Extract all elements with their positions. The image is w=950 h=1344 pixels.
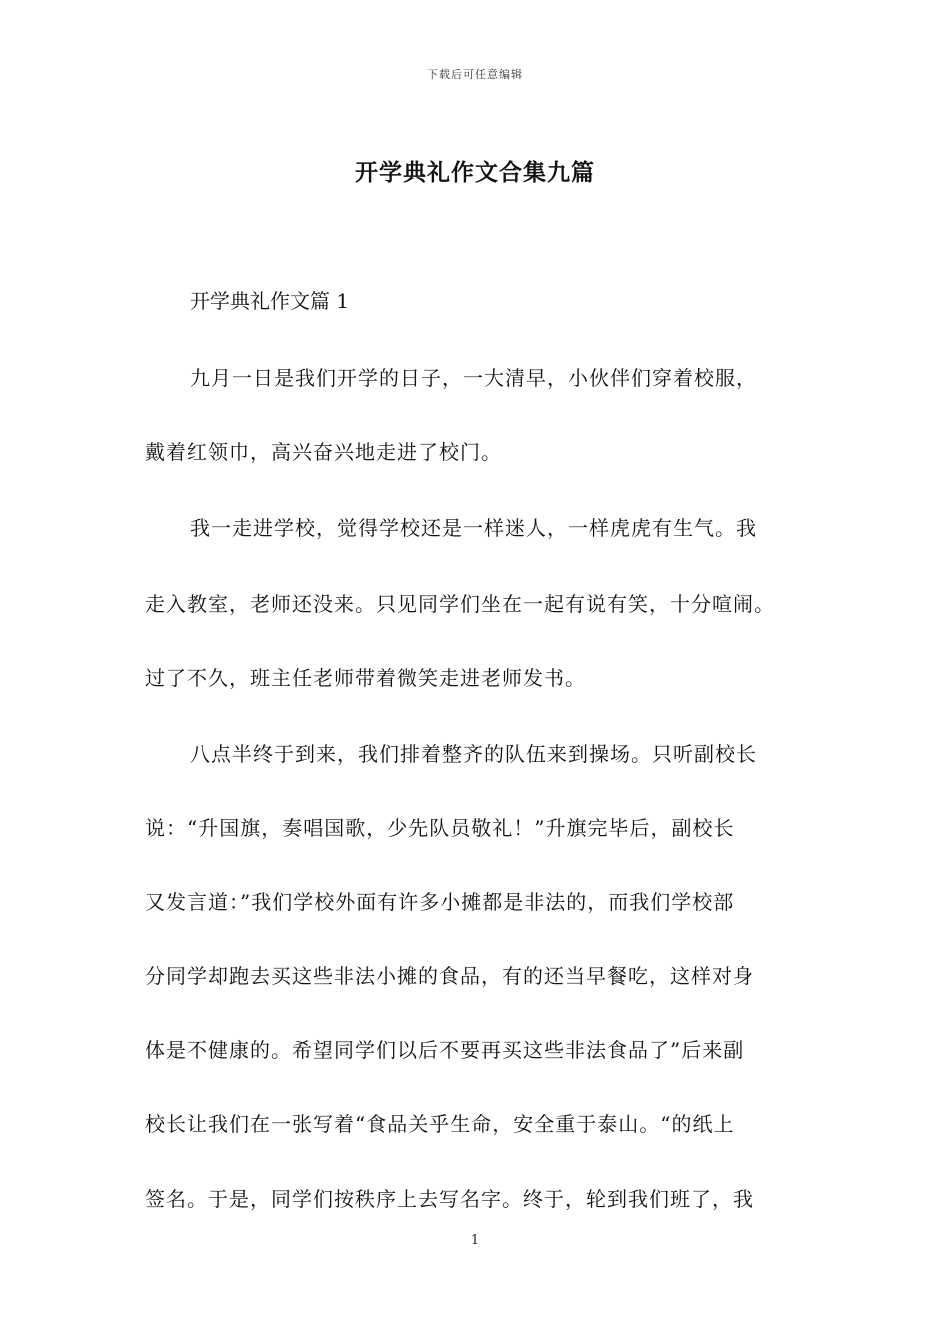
paragraph-line: 九月一日是我们开学的日子，一大清早，小伙伴们穿着校服， xyxy=(190,366,757,390)
paragraph-line: 体是不健康的。希望同学们以后不要再买这些非法食品了”后来副 xyxy=(145,1038,745,1062)
paragraph-line: 过了不久，班主任老师带着微笑走进老师发书。 xyxy=(145,666,586,690)
paragraph-line: 校长让我们在一张写着“食品关乎生命，安全重于泰山。“的纸上 xyxy=(145,1112,735,1136)
paragraph-line: 走入教室，老师还没来。只见同学们坐在一起有说有笑，十分喧闹。 xyxy=(145,592,775,616)
document-title: 开学典礼作文合集九篇 xyxy=(355,159,595,186)
paragraph-line: 我一走进学校，觉得学校还是一样迷人，一样虎虎有生气。我 xyxy=(190,516,757,540)
paragraph-line: 八点半终于到来，我们排着整齐的队伍来到操场。只听副校长 xyxy=(190,742,757,766)
paragraph-line: 又发言道：”我们学校外面有许多小摊都是非法的，而我们学校部 xyxy=(145,890,735,914)
page-number: 1 xyxy=(470,1233,480,1248)
header-note: 下载后可任意编辑 xyxy=(427,68,523,81)
paragraph-line: 说：“升国旗，奏唱国歌，少先队员敬礼！”升旗完毕后，副校长 xyxy=(145,816,735,840)
paragraph-line: 分同学却跑去买这些非法小摊的食品，有的还当早餐吃，这样对身 xyxy=(145,964,754,988)
section-heading: 开学典礼作文篇 1 xyxy=(190,289,350,313)
paragraph-line: 戴着红领巾，高兴奋兴地走进了校门。 xyxy=(145,440,502,464)
paragraph-line: 签名。于是，同学们按秩序上去写名字。终于，轮到我们班了，我 xyxy=(145,1187,754,1211)
